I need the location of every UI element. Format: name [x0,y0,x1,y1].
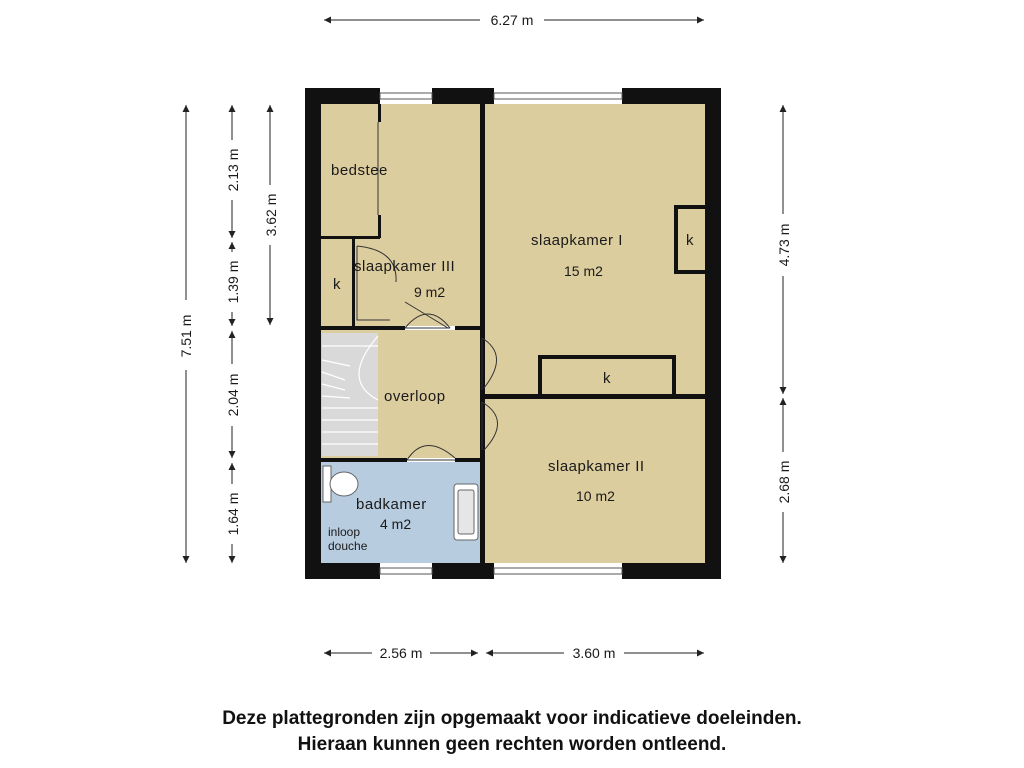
dim-left-1: 2.13 m [225,148,241,192]
dim-left-3: 2.04 m [225,373,241,417]
area-slaapkamer-1: 15 m2 [564,263,603,279]
label-slaapkamer-1: slaapkamer I [531,232,623,249]
area-badkamer: 4 m2 [380,516,412,532]
dim-right-bottom: 2.68 m [776,460,792,504]
dim-bottom-right: 3.60 m [572,645,616,661]
dim-top-width: 6.27 m [490,12,534,28]
disclaimer-line-1: Deze plattegronden zijn opgemaakt voor indicatieve doeleinden. [222,708,802,729]
dim-left-total: 7.51 m [178,314,194,358]
area-slaapkamer-2: 10 m2 [576,488,615,504]
label-k-right: k [686,232,694,249]
disclaimer-line-2: Hieraan kunnen geen rechten worden ontleend. [297,734,727,755]
dim-left-mid: 3.62 m [263,193,279,237]
label-douche: douche [328,539,368,553]
dim-left-4: 1.64 m [225,492,241,536]
label-inloop: inloop [328,525,361,539]
bathtub-inner [458,490,474,534]
area-slaapkamer-3: 9 m2 [414,284,446,300]
label-k-left: k [333,276,341,293]
label-bedstee: bedstee [331,162,388,179]
label-slaapkamer-3: slaapkamer III [354,258,456,275]
dim-bottom-left: 2.56 m [379,645,423,661]
label-slaapkamer-2: slaapkamer II [548,458,645,475]
fill-slaapkamer-1 [485,104,705,394]
fill-slaapkamer-2 [485,399,705,563]
dim-right-top: 4.73 m [776,223,792,267]
label-overloop: overloop [384,388,446,405]
fill-upper-left [320,104,480,326]
dim-left-2: 1.39 m [225,260,241,304]
toilet-bowl [330,472,358,496]
label-badkamer: badkamer [356,496,427,513]
label-k-mid: k [603,370,611,387]
